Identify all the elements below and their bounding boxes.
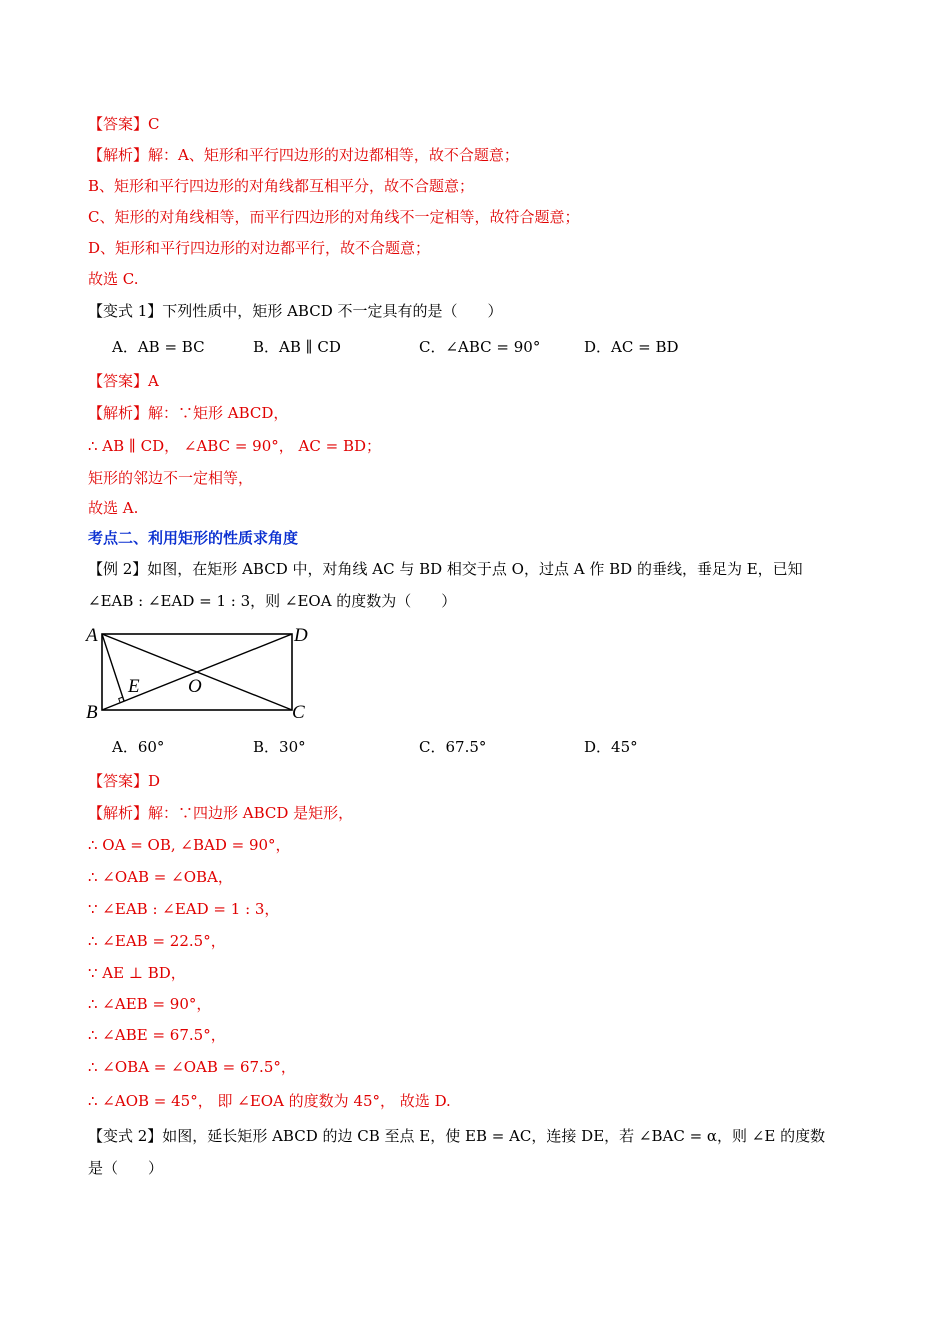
variant1-answer: 【答案】A xyxy=(88,372,159,390)
variant1-option-b: B．AB ∥ CD xyxy=(253,338,341,356)
variant1-stem: 【变式 1】下列性质中，矩形 ABCD 不一定具有的是（ ） xyxy=(88,302,503,320)
label-e: E xyxy=(128,676,140,697)
example2-option-b: B．30° xyxy=(253,738,306,756)
example2-analysis-line-1: 【解析】解：∵四边形 ABCD 是矩形， xyxy=(88,804,354,822)
label-b: B xyxy=(86,702,98,723)
example2-stem-line-1: 【例 2】如图，在矩形 ABCD 中，对角线 AC 与 BD 相交于点 O，过点 A 作 BD 的垂线，垂足为 E，已知 xyxy=(88,560,803,578)
label-o: O xyxy=(188,676,202,697)
variant1-analysis-line-4: 故选 A. xyxy=(88,499,139,517)
variant2-stem-line-1: 【变式 2】如图，延长矩形 ABCD 的边 CB 至点 E，使 EB = AC，连接 DE，若 ∠BAC = α，则 ∠E 的度数 xyxy=(88,1127,826,1145)
example2-analysis-line-8: ∴ ∠ABE = 67.5°， xyxy=(88,1026,226,1044)
example2-analysis-line-7: ∴ ∠AEB = 90°， xyxy=(88,995,212,1013)
variant1-option-a: A．AB = BC xyxy=(112,338,205,356)
rectangle-figure xyxy=(80,622,320,726)
q1-analysis-line-5: 故选 C. xyxy=(88,270,139,288)
example2-answer: 【答案】D xyxy=(88,772,161,790)
q1-analysis-line-4: D、矩形和平行四边形的对边都平行，故不合题意； xyxy=(88,239,431,257)
label-c: C xyxy=(292,702,305,723)
variant2-stem-line-2: 是（ ） xyxy=(88,1159,164,1177)
example2-analysis-line-6: ∵ AE ⊥ BD， xyxy=(88,964,186,982)
example2-analysis-line-9: ∴ ∠OBA = ∠OAB = 67.5°， xyxy=(88,1058,296,1076)
example2-analysis-line-2: ∴ OA = OB, ∠BAD = 90°， xyxy=(88,836,291,854)
label-a: A xyxy=(86,625,98,646)
variant1-analysis-line-2: ∴ AB ∥ CD， ∠ABC = 90°， AC = BD； xyxy=(88,437,382,455)
example2-analysis-line-3: ∴ ∠OAB = ∠OBA， xyxy=(88,868,233,886)
q1-answer: 【答案】C xyxy=(88,115,160,133)
variant1-analysis-line-1: 【解析】解：∵矩形 ABCD， xyxy=(88,404,289,422)
variant1-option-c: C．∠ABC = 90° xyxy=(419,338,541,356)
example2-analysis-line-5: ∴ ∠EAB = 22.5°， xyxy=(88,932,226,950)
example2-option-c: C．67.5° xyxy=(419,738,487,756)
section-heading: 考点二、利用矩形的性质求角度 xyxy=(88,529,299,547)
example2-analysis-line-10: ∴ ∠AOB = 45°， 即 ∠EOA 的度数为 45°， 故选 D. xyxy=(88,1092,451,1110)
variant1-option-d: D．AC = BD xyxy=(584,338,679,356)
example2-option-d: D．45° xyxy=(584,738,638,756)
q1-analysis-line-1: 【解析】解：A、矩形和平行四边形的对边都相等，故不合题意； xyxy=(88,146,519,164)
example2-analysis-line-4: ∵ ∠EAB : ∠EAD = 1 : 3， xyxy=(88,900,280,918)
example2-option-a: A．60° xyxy=(112,738,165,756)
variant1-analysis-line-3: 矩形的邻边不一定相等， xyxy=(88,469,254,487)
label-d: D xyxy=(294,625,308,646)
q1-analysis-line-3: C、矩形的对角线相等，而平行四边形的对角线不一定相等，故符合题意； xyxy=(88,208,580,226)
q1-analysis-line-2: B、矩形和平行四边形的对角线都互相平分，故不合题意； xyxy=(88,177,475,195)
perpendicular-ae xyxy=(102,634,124,701)
example2-stem-line-2: ∠EAB : ∠EAD = 1 : 3，则 ∠EOA 的度数为（ ） xyxy=(88,592,457,610)
